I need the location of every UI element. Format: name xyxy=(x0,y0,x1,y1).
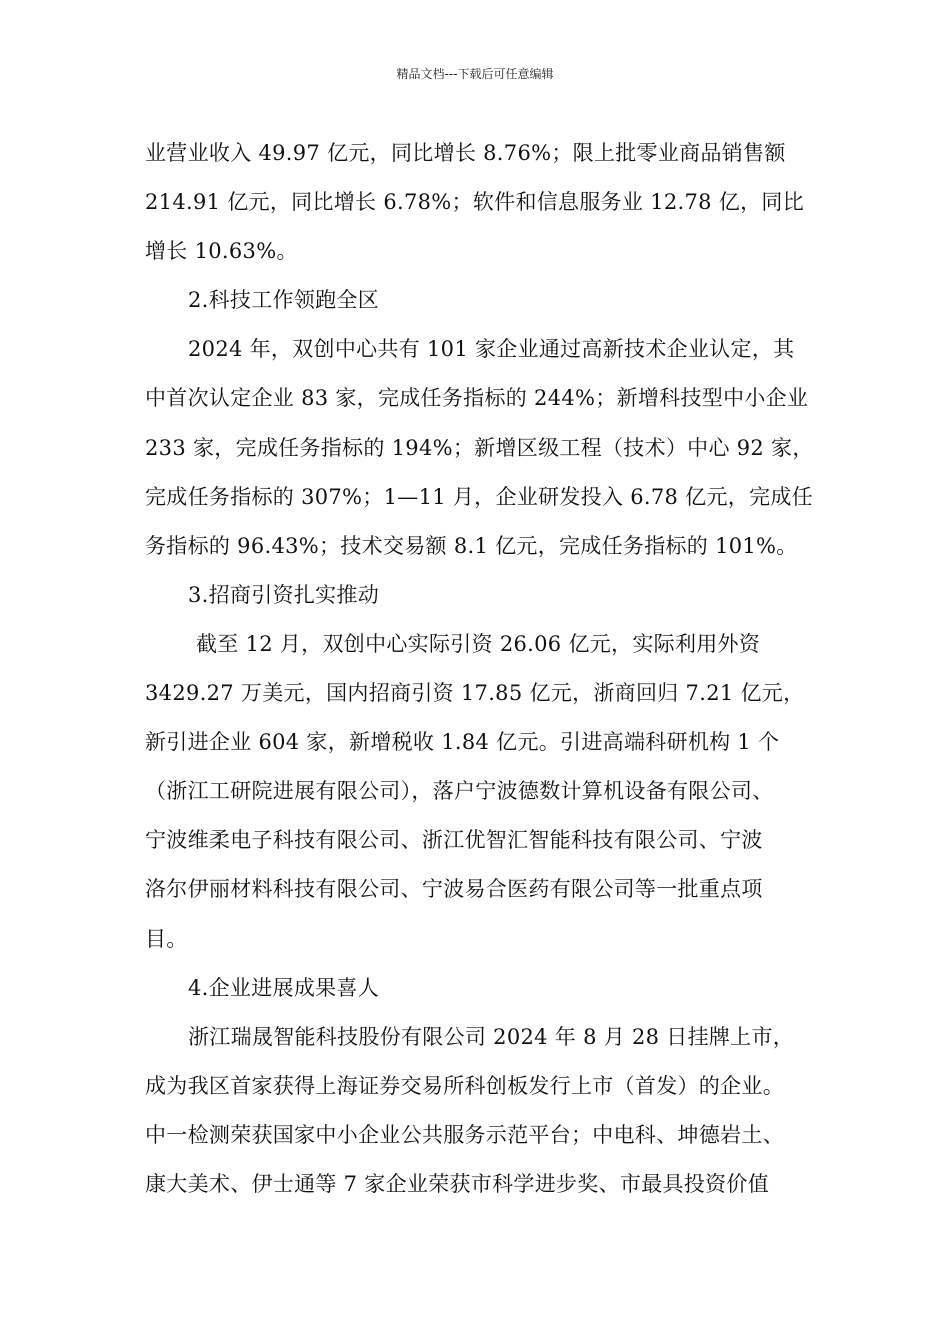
section-heading-2: 2.科技工作领跑全区 xyxy=(188,288,380,313)
paragraph-line: 康大美术、伊士通等 7 家企业荣获市科学进步奖、市最具投资价值 xyxy=(145,1171,770,1196)
paragraph-line: 增长 10.63%。 xyxy=(145,239,298,264)
page-header: 精品文档---下载后可任意编辑 xyxy=(396,67,554,81)
paragraph-line: 宁波维柔电子科技有限公司、浙江优智汇智能科技有限公司、宁波 xyxy=(145,828,763,853)
paragraph-line: 截至 12 月，双创中心实际引资 26.06 亿元，实际利用外资 xyxy=(196,631,761,656)
paragraph-line: 2024 年，双创中心共有 101 家企业通过高新技术企业认定，其 xyxy=(188,337,795,362)
section-heading-4: 4.企业进展成果喜人 xyxy=(188,975,380,1000)
paragraph-line: 中首次认定企业 83 家，完成任务指标的 244%；新增科技型中小企业 xyxy=(145,386,809,411)
paragraph-line: 成为我区首家获得上海证券交易所科创板发行上市（首发）的企业。 xyxy=(145,1073,784,1098)
paragraph-line: 214.91 亿元，同比增长 6.78%；软件和信息服务业 12.78 亿，同比 xyxy=(145,190,805,215)
paragraph-line: 浙江瑞晟智能科技股份有限公司 2024 年 8 月 28 日挂牌上市， xyxy=(188,1024,795,1049)
paragraph-line: 中一检测荣获国家中小企业公共服务示范平台；中电科、坤德岩土、 xyxy=(145,1122,784,1147)
paragraph-line: 3429.27 万美元，国内招商引资 17.85 亿元，浙商回归 7.21 亿元， xyxy=(145,681,805,706)
paragraph-line: 新引进企业 604 家，新增税收 1.84 亿元。引进高端科研机构 1 个 xyxy=(145,730,780,755)
paragraph-line: 洛尔伊丽材料科技有限公司、宁波易合医药有限公司等一批重点项 xyxy=(145,877,763,902)
paragraph-line: 务指标的 96.43%；技术交易额 8.1 亿元，完成任务指标的 101%。 xyxy=(145,533,798,558)
paragraph-line: 目。 xyxy=(145,926,188,951)
paragraph-line: 完成任务指标的 307%；1—11 月，企业研发投入 6.78 亿元，完成任 xyxy=(145,484,813,509)
paragraph-line: 233 家，完成任务指标的 194%；新增区级工程（技术）中心 92 家， xyxy=(145,435,814,460)
paragraph-line: 业营业收入 49.97 亿元，同比增长 8.76%；限上批零业商品销售额 xyxy=(145,141,786,165)
document-body xyxy=(145,129,825,1209)
paragraph-line: （浙江工研院进展有限公司），落户宁波德数计算机设备有限公司、 xyxy=(145,779,774,804)
section-heading-3: 3.招商引资扎实推动 xyxy=(188,582,380,607)
